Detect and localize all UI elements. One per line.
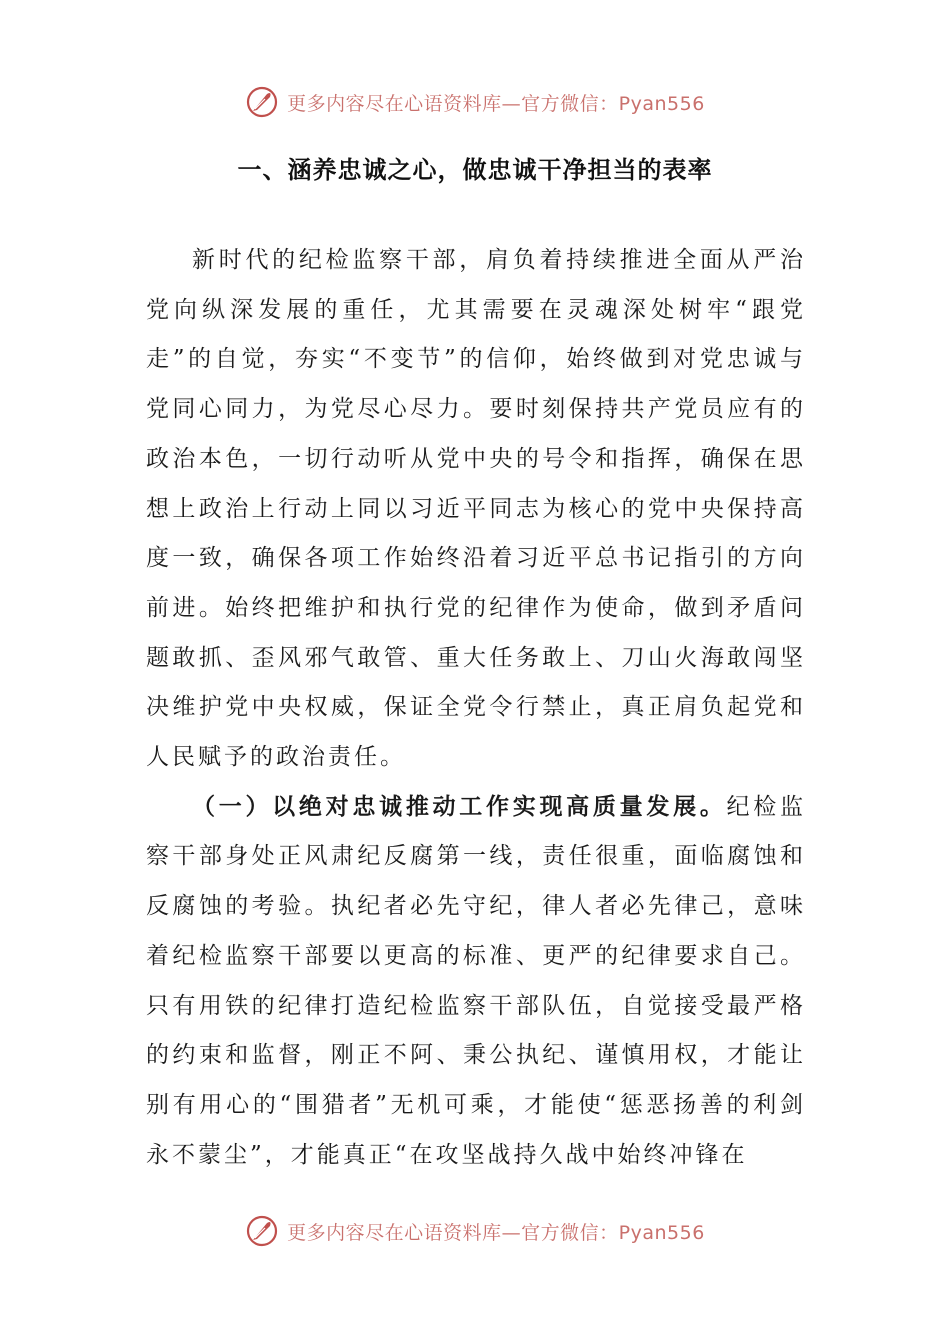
watermark-text: 更多内容尽在心语资料库—官方微信：Pyan556 [287, 92, 705, 115]
wechat-id: Pyan556 [618, 92, 705, 115]
paragraph-2-body: 纪检监察干部身处正风肃纪反腐第一线，责任很重，面临腐蚀和反腐蚀的考验。执纪者必先守纪，律人者必先律己，意味着纪检监察干部要以更高的标准、更严的纪律要求自己。只有用铁的纪律打造纪检监察干部队伍，自觉接受最严格的约束和监督，刚正不阿、秉公执纪、谨慎用权，才能让别有用心的“围猎者”无机可乘，才能使“惩恶扬善的利剑永不蒙尘”，才能真正“在攻坚战持久战中始终冲锋在 [146, 793, 807, 1168]
paragraph-2 [146, 783, 806, 1181]
document-body [146, 236, 806, 1180]
watermark-text: 更多内容尽在心语资料库—官方微信：Pyan556 [287, 1221, 705, 1244]
watermark-footer [0, 1211, 950, 1251]
quill-logo-icon [245, 85, 279, 119]
paragraph-1: 新时代的纪检监察干部，肩负着持续推进全面从严治党向纵深发展的重任，尤其需要在灵魂深处树牢“跟党走”的自觉，夯实“不变节”的信仰，始终做到对党忠诚与党同心同力，为党尽心尽力。要时刻保持共产党员应有的政治本色，一切行动听从党中央的号令和指挥，确保在思想上政治上行动上同以习近平同志为核心的党中央保持高度一致，确保各项工作始终沿着习近平总书记指引的方向前进。始终把维护和执行党的纪律作为使命，做到矛盾问题敢抓、歪风邪气敢管、重大任务敢上、刀山火海敢闯坚决维护党中央权威，保证全党令行禁止，真正肩负起党和人民赋予的政治责任。 [146, 247, 806, 771]
subheading-inline: （一）以绝对忠诚推动工作实现高质量发展。 [192, 793, 727, 820]
quill-logo-icon [245, 1214, 279, 1248]
wechat-id: Pyan556 [618, 1221, 705, 1244]
watermark-header [0, 82, 950, 122]
section-heading: 一、涵养忠诚之心，做忠诚干净担当的表率 [237, 156, 713, 184]
